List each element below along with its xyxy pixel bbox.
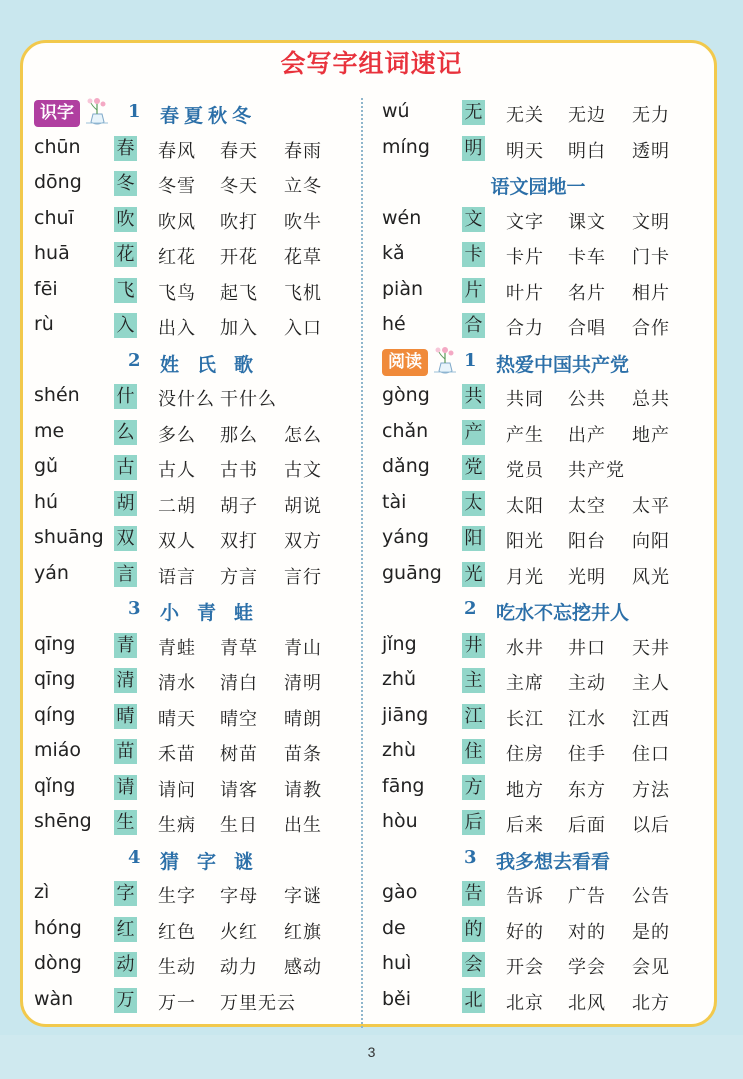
word: 文明 — [632, 211, 670, 233]
lesson-header — [378, 345, 698, 381]
word: 苗条 — [284, 744, 322, 765]
pinyin: yán — [34, 561, 69, 584]
word: 北方 — [632, 992, 670, 1014]
pinyin: wén — [382, 206, 422, 229]
right-column — [378, 96, 698, 1019]
character-box: 飞 — [114, 278, 137, 303]
pinyin: fāng — [382, 774, 425, 797]
word: 青蛙 — [158, 637, 196, 659]
word: 共产党 — [568, 460, 625, 481]
word: 课文 — [568, 211, 606, 233]
word: 会见 — [632, 957, 670, 978]
word: 立冬 — [284, 176, 322, 197]
word: 起飞 — [220, 282, 258, 304]
flower-icon — [82, 96, 112, 128]
flower-icon — [430, 345, 460, 377]
word: 生病 — [158, 815, 196, 836]
pinyin: qǐng — [34, 774, 76, 797]
word: 红花 — [158, 247, 196, 268]
vocab-row — [378, 558, 698, 594]
word: 出生 — [284, 815, 322, 836]
word: 地产 — [632, 424, 670, 446]
character-box: 共 — [462, 384, 485, 409]
word: 春风 — [158, 140, 196, 162]
vocab-row — [30, 380, 350, 416]
vocab-row — [30, 451, 350, 487]
pinyin: rù — [34, 313, 54, 335]
pinyin: běi — [382, 987, 412, 1010]
word: 多么 — [158, 424, 196, 446]
pinyin: wú — [382, 100, 410, 122]
vocab-row — [378, 700, 698, 736]
pinyin: qīng — [34, 668, 76, 690]
word: 万里无云 — [220, 992, 296, 1014]
vocab-row — [378, 132, 698, 168]
word: 晴天 — [158, 708, 196, 730]
pinyin: dǎng — [382, 455, 430, 477]
pinyin: qīng — [34, 632, 76, 655]
word: 双打 — [220, 531, 258, 552]
pinyin: zì — [34, 881, 50, 903]
word: 后来 — [506, 815, 544, 836]
character-box: 动 — [114, 952, 137, 977]
character-box: 方 — [462, 775, 485, 800]
word: 红色 — [158, 921, 196, 943]
word: 冬天 — [220, 176, 258, 197]
pinyin: hòu — [382, 810, 418, 832]
character-box: 春 — [114, 136, 137, 161]
lesson-title: 小青蛙 — [160, 602, 272, 624]
character-box: 片 — [462, 278, 485, 303]
word: 以后 — [632, 815, 670, 836]
word: 禾苗 — [158, 744, 196, 765]
vocab-row — [378, 451, 698, 487]
word: 党员 — [506, 460, 544, 481]
character-box: 会 — [462, 952, 485, 977]
pinyin: kǎ — [382, 242, 405, 264]
word: 那么 — [220, 424, 258, 446]
pinyin: hé — [382, 313, 406, 335]
word: 门卡 — [632, 247, 670, 268]
vocab-row — [30, 735, 350, 771]
word: 叶片 — [506, 282, 544, 304]
word: 共同 — [506, 389, 544, 410]
vocab-row — [378, 984, 698, 1020]
pinyin: gòng — [382, 384, 430, 406]
word: 字谜 — [284, 886, 322, 907]
word: 出入 — [158, 318, 196, 339]
word: 东方 — [568, 779, 606, 801]
word: 合力 — [506, 318, 544, 339]
lesson-header — [30, 96, 350, 132]
word: 怎么 — [284, 424, 322, 446]
word: 合唱 — [568, 318, 606, 339]
word: 吹风 — [158, 211, 196, 233]
lesson-title: 猜字谜 — [160, 850, 272, 873]
section-badge: 识字 — [34, 100, 80, 127]
character-box: 产 — [462, 420, 485, 445]
word: 红旗 — [284, 921, 322, 943]
pinyin: chǎn — [382, 419, 429, 442]
word: 生动 — [158, 957, 196, 978]
word: 古文 — [284, 460, 322, 481]
word: 月光 — [506, 566, 544, 588]
lesson-header — [30, 345, 350, 381]
lesson-number: 3 — [128, 598, 141, 619]
word: 字母 — [220, 886, 258, 907]
pinyin: míng — [382, 135, 430, 158]
pinyin: chūn — [34, 135, 81, 158]
word: 冬雪 — [158, 176, 196, 197]
word: 产生 — [506, 424, 544, 446]
vocab-row — [378, 948, 698, 984]
pinyin: wàn — [34, 987, 74, 1010]
word: 总共 — [632, 389, 670, 410]
character-box: 明 — [462, 136, 485, 161]
pinyin: zhǔ — [382, 668, 417, 690]
character-box: 北 — [462, 988, 485, 1013]
vocab-row — [378, 629, 698, 665]
word: 开花 — [220, 247, 258, 268]
word: 广告 — [568, 886, 606, 907]
character-box: 住 — [462, 739, 485, 764]
pinyin: shuāng — [34, 526, 104, 548]
pinyin: gǔ — [34, 455, 59, 477]
word: 井口 — [568, 637, 606, 659]
word: 文字 — [506, 211, 544, 233]
word: 合作 — [632, 318, 670, 339]
pinyin: miáo — [34, 739, 82, 761]
word: 相片 — [632, 282, 670, 304]
vocab-row — [378, 96, 698, 132]
word: 感动 — [284, 957, 322, 978]
word: 地方 — [506, 779, 544, 801]
vocab-row — [378, 203, 698, 239]
character-box: 吹 — [114, 207, 137, 232]
word: 主人 — [632, 673, 670, 694]
vocab-row — [30, 771, 350, 807]
word: 动力 — [220, 957, 258, 978]
word: 阳光 — [506, 531, 544, 552]
character-box: 么 — [114, 420, 137, 445]
lesson-title: 热爱中国共产党 — [496, 353, 630, 376]
vocab-row — [30, 132, 350, 168]
word: 二胡 — [158, 495, 196, 517]
word: 古书 — [220, 460, 258, 481]
vocab-row — [378, 877, 698, 913]
word: 光明 — [568, 566, 606, 588]
word: 请教 — [284, 779, 322, 801]
vocab-row — [30, 522, 350, 558]
word: 明白 — [568, 140, 606, 162]
character-box: 主 — [462, 668, 485, 693]
word: 无边 — [568, 105, 606, 126]
word: 吹牛 — [284, 211, 322, 233]
vocab-row — [30, 664, 350, 700]
word: 古人 — [158, 460, 196, 481]
pinyin: zhù — [382, 739, 417, 761]
word: 方言 — [220, 566, 258, 588]
pinyin: dōng — [34, 171, 82, 193]
pinyin: me — [34, 419, 65, 442]
character-box: 生 — [114, 810, 137, 835]
character-box: 卡 — [462, 242, 485, 267]
word: 加入 — [220, 318, 258, 339]
word: 水井 — [506, 637, 544, 659]
vocab-row — [30, 238, 350, 274]
word: 主动 — [568, 673, 606, 694]
word: 万一 — [158, 992, 196, 1014]
word: 阳台 — [568, 531, 606, 552]
word: 江水 — [568, 708, 606, 730]
page-number: 3 — [367, 1044, 376, 1060]
word: 双方 — [284, 531, 322, 552]
word: 好的 — [506, 921, 544, 943]
word: 言行 — [284, 566, 322, 588]
lesson-title: 吃水不忘挖井人 — [496, 602, 630, 624]
character-box: 阳 — [462, 526, 485, 551]
vocab-row — [378, 487, 698, 523]
vocab-row — [378, 380, 698, 416]
word: 清白 — [220, 673, 258, 694]
word: 太平 — [632, 495, 670, 517]
character-box: 太 — [462, 491, 485, 516]
word: 北风 — [568, 992, 606, 1014]
word: 语言 — [158, 566, 196, 588]
word: 名片 — [568, 282, 606, 304]
vocab-row — [30, 167, 350, 203]
character-box: 什 — [114, 384, 137, 409]
word: 无关 — [506, 105, 544, 126]
character-box: 江 — [462, 704, 485, 729]
word: 明天 — [506, 140, 544, 162]
vocab-row — [30, 416, 350, 452]
pinyin: jǐng — [382, 632, 417, 655]
left-column — [30, 96, 350, 1019]
lesson-title: 语文园地一 — [490, 176, 586, 198]
lesson-title: 姓氏歌 — [160, 353, 272, 376]
pinyin: huā — [34, 242, 70, 264]
lesson-number: 1 — [128, 101, 141, 122]
vocab-row — [30, 309, 350, 345]
vocab-row — [30, 806, 350, 842]
word: 方法 — [632, 779, 670, 801]
pinyin: chuī — [34, 206, 74, 229]
word: 胡说 — [284, 495, 322, 517]
vocab-row — [30, 948, 350, 984]
character-box: 红 — [114, 917, 137, 942]
word: 对的 — [568, 921, 606, 943]
pinyin: dòng — [34, 952, 82, 974]
vocab-row — [30, 203, 350, 239]
section-badge: 阅读 — [382, 349, 428, 376]
lesson-header — [378, 842, 698, 878]
character-box: 清 — [114, 668, 137, 693]
word: 北京 — [506, 992, 544, 1014]
lesson-number: 3 — [464, 846, 477, 868]
lesson-number: 1 — [464, 349, 477, 371]
word: 花草 — [284, 247, 322, 268]
character-box: 万 — [114, 988, 137, 1013]
column-divider — [361, 98, 363, 1028]
lesson-number: 2 — [464, 598, 477, 619]
character-box: 青 — [114, 633, 137, 658]
word: 入口 — [284, 318, 322, 339]
word: 学会 — [568, 957, 606, 978]
word: 公共 — [568, 389, 606, 410]
word: 住房 — [506, 744, 544, 765]
vocab-row — [378, 416, 698, 452]
character-box: 入 — [114, 313, 137, 338]
character-box: 井 — [462, 633, 485, 658]
vocab-row — [378, 806, 698, 842]
character-box: 字 — [114, 881, 137, 906]
word: 太空 — [568, 495, 606, 517]
word: 长江 — [506, 708, 544, 730]
vocab-row — [30, 984, 350, 1020]
word: 请问 — [158, 779, 196, 801]
character-box: 古 — [114, 455, 137, 480]
word: 晴空 — [220, 708, 258, 730]
vocab-row — [378, 913, 698, 949]
vocab-row — [378, 664, 698, 700]
character-box: 光 — [462, 562, 485, 587]
word: 没什么 — [158, 389, 215, 410]
word: 无力 — [632, 105, 670, 126]
character-box: 双 — [114, 526, 137, 551]
word: 干什么 — [220, 389, 277, 410]
word: 清水 — [158, 673, 196, 694]
character-box: 言 — [114, 562, 137, 587]
vocab-row — [30, 274, 350, 310]
word: 青山 — [284, 637, 322, 659]
pinyin: huì — [382, 952, 412, 974]
pinyin: qíng — [34, 703, 76, 726]
pinyin: jiāng — [382, 703, 429, 726]
vocab-row — [378, 274, 698, 310]
word: 请客 — [220, 779, 258, 801]
vocab-row — [378, 238, 698, 274]
character-box: 花 — [114, 242, 137, 267]
word: 开会 — [506, 957, 544, 978]
vocab-row — [378, 522, 698, 558]
word: 飞鸟 — [158, 282, 196, 304]
word: 天井 — [632, 637, 670, 659]
lesson-header — [30, 593, 350, 629]
word: 主席 — [506, 673, 544, 694]
vocab-row — [30, 558, 350, 594]
lesson-header — [30, 842, 350, 878]
character-box: 请 — [114, 775, 137, 800]
word: 后面 — [568, 815, 606, 836]
word: 青草 — [220, 637, 258, 659]
lesson-number: 4 — [128, 846, 141, 868]
page-title: 会写字组词速记 — [280, 49, 463, 78]
pinyin: yáng — [382, 526, 429, 548]
vocab-row — [378, 771, 698, 807]
word: 透明 — [632, 140, 670, 162]
lesson-header — [378, 593, 698, 629]
vocab-row — [30, 877, 350, 913]
word: 是的 — [632, 921, 670, 943]
character-box: 胡 — [114, 491, 137, 516]
word: 飞机 — [284, 282, 322, 304]
word: 向阳 — [632, 531, 670, 552]
pinyin: fēi — [34, 277, 58, 300]
lesson-title: 我多想去看看 — [496, 850, 611, 873]
character-box: 合 — [462, 313, 485, 338]
word: 晴朗 — [284, 708, 322, 730]
pinyin: gào — [382, 881, 418, 903]
word: 树苗 — [220, 744, 258, 765]
character-box: 冬 — [114, 171, 137, 196]
vocab-row — [30, 487, 350, 523]
word: 吹打 — [220, 211, 258, 233]
word: 告诉 — [506, 886, 544, 907]
pinyin: de — [382, 916, 406, 939]
vocab-row — [30, 913, 350, 949]
character-box: 告 — [462, 881, 485, 906]
pinyin: guāng — [382, 561, 442, 584]
character-box: 文 — [462, 207, 485, 232]
pinyin: shēng — [34, 810, 92, 832]
word: 风光 — [632, 566, 670, 588]
vocab-row — [378, 309, 698, 345]
lesson-header — [378, 167, 698, 203]
word: 住口 — [632, 744, 670, 765]
character-box: 后 — [462, 810, 485, 835]
word: 清明 — [284, 673, 322, 694]
vocab-row — [30, 700, 350, 736]
word: 出产 — [568, 424, 606, 446]
pinyin: piàn — [382, 277, 424, 300]
word: 住手 — [568, 744, 606, 765]
character-box: 党 — [462, 455, 485, 480]
word: 公告 — [632, 886, 670, 907]
vocab-row — [378, 735, 698, 771]
word: 卡片 — [506, 247, 544, 268]
word: 火红 — [220, 921, 258, 943]
character-box: 苗 — [114, 739, 137, 764]
word: 春雨 — [284, 140, 322, 162]
word: 生日 — [220, 815, 258, 836]
character-box: 晴 — [114, 704, 137, 729]
pinyin: shén — [34, 384, 80, 406]
lesson-number: 2 — [128, 349, 141, 371]
vocab-row — [30, 629, 350, 665]
word: 双人 — [158, 531, 196, 552]
character-box: 的 — [462, 917, 485, 942]
word: 生字 — [158, 886, 196, 907]
word: 春天 — [220, 140, 258, 162]
pinyin: hú — [34, 490, 59, 513]
pinyin: hóng — [34, 916, 82, 939]
word: 江西 — [632, 708, 670, 730]
character-box: 无 — [462, 100, 485, 125]
lesson-title: 春夏秋冬 — [160, 105, 257, 127]
pinyin: tài — [382, 490, 407, 513]
word: 卡车 — [568, 247, 606, 268]
word: 太阳 — [506, 495, 544, 517]
word: 胡子 — [220, 495, 258, 517]
